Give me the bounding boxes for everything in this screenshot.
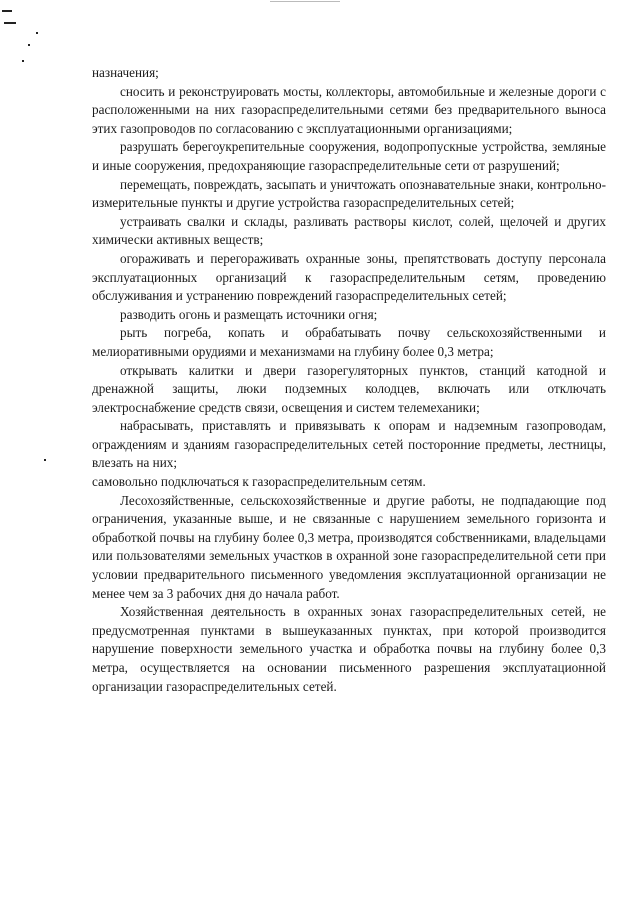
paragraph: Лесохозяйственные, сельскохозяйственные и другие работы, не подпадающие под ограничения, указанные выше, и не связанные с нарушением земельного горизонта и обработкой почвы на глубину более 0,3 метра, производятся собственниками, владельцами или пользователями земельных участков в охранной зоне газораспределительной сети при условии предварительного письменного уведомления эксплуатационной организации не менее чем за 3 рабочих дня до начала работ. — [92, 492, 606, 601]
scan-mark — [2, 10, 12, 12]
scan-mark — [270, 1, 340, 2]
paragraph: перемещать, повреждать, засыпать и уничтожать опознавательные знаки, контрольно-измерительные пункты и другие устройства газораспределительных сетей; — [92, 176, 606, 211]
paragraph: сносить и реконструировать мосты, коллекторы, автомобильные и железные дороги с расположенными на них газораспределительными сетями без предварительного выноса этих газопроводов по согласованию с эксплуатационными организациями; — [92, 83, 606, 136]
paragraph: самовольно подключаться к газораспределительным сетям. — [92, 474, 426, 490]
scan-mark — [44, 459, 46, 461]
scan-mark — [4, 22, 16, 24]
scan-mark — [36, 32, 38, 34]
paragraph: набрасывать, приставлять и привязывать к опорам и надземным газопроводам, ограждениям и зданиям газораспределительных сетей посторонние предметы, лестницы, влезать на них; — [92, 418, 606, 471]
scan-mark — [28, 44, 30, 46]
paragraph: открывать калитки и двери газорегуляторных пунктов, станций катодной и дренажной защиты, люки подземных колодцев, включать или отключать электроснабжение средств связи, освещения и систем телемеханики; — [92, 362, 606, 415]
paragraph: разрушать берегоукрепительные сооружения, водопропускные устройства, земляные и иные сооружения, предохраняющие газораспределительные сети от разрушений; — [92, 139, 606, 173]
document-body — [92, 64, 606, 696]
paragraph: устраивать свалки и склады, разливать растворы кислот, солей, щелочей и других химически активных веществ; — [92, 213, 606, 248]
paragraph: рыть погреба, копать и обрабатывать почву сельскохозяйственными и мелиоративными орудиями и механизмами на глубину более 0,3 метра; — [92, 325, 606, 359]
paragraph: огораживать и перегораживать охранные зоны, препятствовать доступу персонала эксплуатационных организаций к газораспределительным сетям, проведению обслуживания и устранению повреждений газораспределительных сетей; — [92, 250, 606, 304]
paragraph: Хозяйственная деятельность в охранных зонах газораспределительных сетей, не предусмотренная пунктами в вышеуказанных пунктах, при которой производится нарушение поверхности земельного участка и обработка почвы на глубину более 0,3 метра, осуществляется на основании письменного разрешения эксплуатационной организации газораспределительных сетей. — [92, 604, 606, 694]
scan-mark — [22, 60, 24, 62]
paragraph: разводить огонь и размещать источники огня; — [120, 306, 378, 322]
paragraph: назначения; — [92, 65, 159, 80]
